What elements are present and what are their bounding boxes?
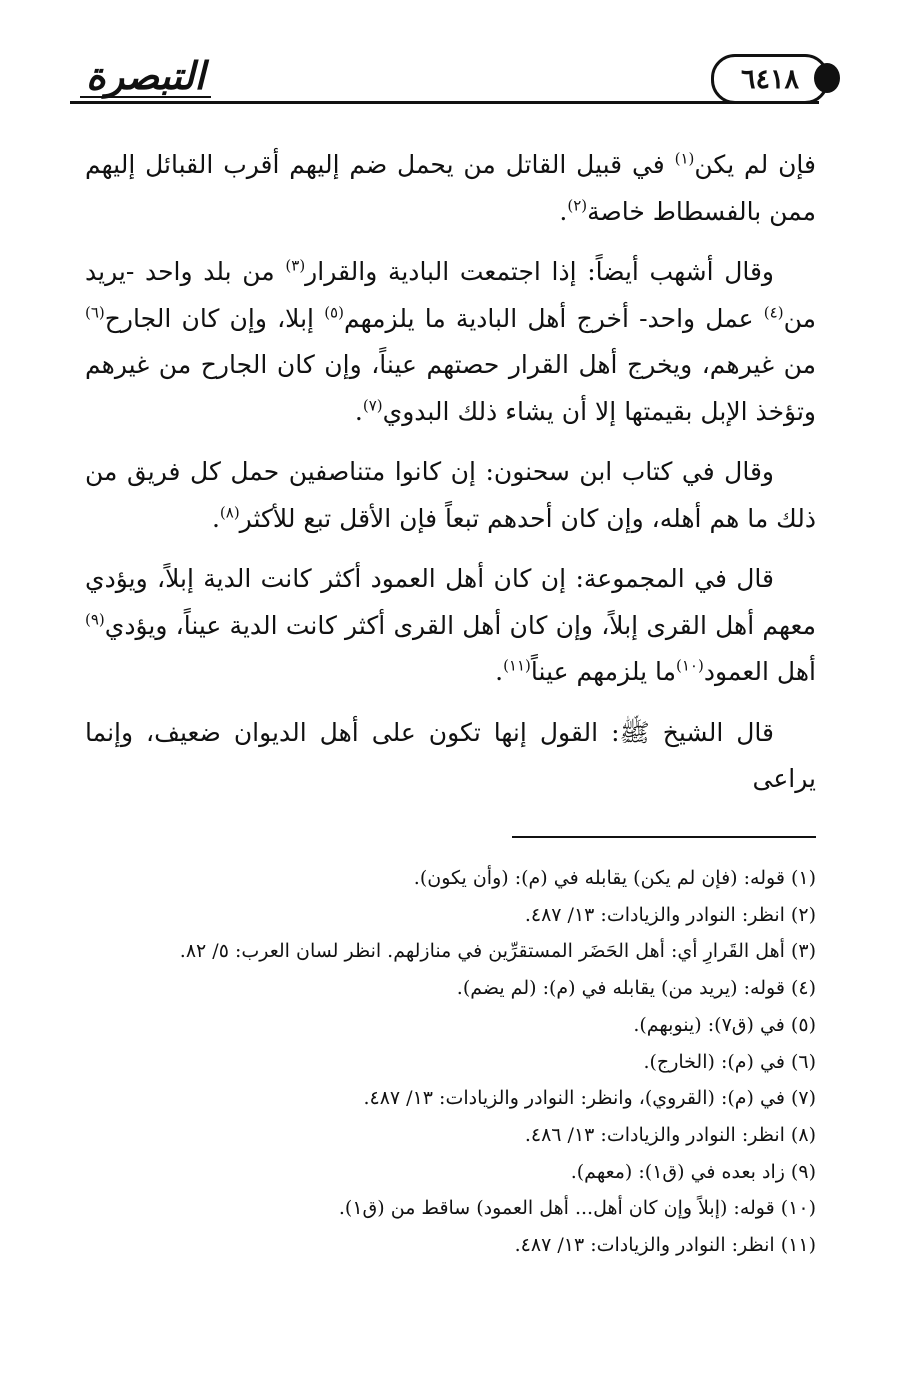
- footnote-ref-7[interactable]: (٧): [362, 396, 383, 415]
- footnote-7: (٧) في (م): (القروي)، وانظر: النوادر والزيادات: ١٣/ ٤٨٧.: [363, 1087, 816, 1110]
- footnote-ref-6[interactable]: (٦): [85, 303, 105, 322]
- main-text: [85, 142, 816, 817]
- paragraph-2: وقال أشهب أيضاً: إذا اجتمعت البادية والقرار$^{(٣)}$ من بلد واحد -يريد من$^{(٤)}$ عمل واحد- أخرج أهل البادية ما يلزمهم$^{(٥)}$ إبلا، وإن كان الجارح$^{(٦)}$ من غيرهم، ويخرج أهل القرار حصتهم عيناً، وإن كان الجارح من غيرهم وتؤخذ الإبل بقيمتها إلا أن يشاء ذلك البدوي$^{(٧)}$.: [85, 256, 816, 426]
- footnote-ref-1[interactable]: (١): [674, 149, 695, 168]
- footnote-ref-2[interactable]: (٢): [567, 196, 588, 215]
- paragraph-4: قال في المجموعة: إن كان أهل العمود أكثر كانت الدية إبلاً، ويؤدي معهم أهل القرى إبلاً، وإن كان أهل القرى أكثر كانت الدية عيناً، ويؤدي$^{(٩)}$ أهل العمود$^{(١٠)}$ما يلزمهم عيناً$^{(١١)}$.: [85, 564, 816, 686]
- paragraph-1: فإن لم يكن$^{(١)}$ في قبيل القاتل من يحمل ضم إليهم أقرب القبائل إليهم ممن بالفسطاط خاصة$^{(٢)}$.: [85, 149, 816, 226]
- footnote-ref-11[interactable]: (١١): [503, 656, 531, 675]
- footnote-1: (١) قوله: (فإن لم يكن) يقابله في (م): (وأن يكون).: [413, 867, 816, 889]
- paragraph-3: وقال في كتاب ابن سحنون: إن كانوا متناصفين حمل كل فريق من ذلك ما هم أهله، وإن كان أحدهم تبعاً فإن الأقل تبع للأكثر$^{(٨)}$.: [85, 457, 816, 533]
- paragraph-5: قال الشيخ ﷺ: القول إنها تكون على أهل الديوان ضعيف، وإنما يراعى: [85, 717, 816, 793]
- page-number-badge: [711, 54, 829, 104]
- footnote-ref-3[interactable]: (٣): [285, 256, 306, 275]
- footnote-ref-5[interactable]: (٥): [324, 303, 344, 322]
- footnote-6: (٦) في (م): (الخارج).: [643, 1050, 816, 1073]
- page-number: ٦٤١٨: [740, 63, 799, 95]
- footnote-2: (٢) انظر: النوادر والزيادات: ١٣/ ٤٨٧.: [524, 903, 816, 926]
- footnote-ref-4[interactable]: (٤): [763, 303, 784, 322]
- book-title: التبصرة: [80, 56, 211, 98]
- footnote-ref-10[interactable]: (١٠): [676, 656, 704, 675]
- footnote-10: (١٠) قوله: (إبلاً وإن كان أهل... أهل العمود) ساقط من (ق١).: [338, 1197, 816, 1220]
- footnote-separator: [512, 836, 816, 838]
- footnote-3: (٣) أهل القَرارِ أي: أهل الحَضَر المستقرِّين في منازلهم. انظر لسان العرب: ٥/ ٨٢.: [179, 940, 816, 963]
- header-rule: [70, 101, 819, 104]
- footnote-ref-8[interactable]: (٨): [219, 503, 240, 522]
- footnote-11: (١١) انظر: النوادر والزيادات: ١٣/ ٤٨٧.: [514, 1234, 816, 1257]
- footnotes: [85, 860, 816, 1264]
- page-header: [70, 52, 819, 112]
- footnote-5: (٥) في (ق٧): (ينوبهم).: [633, 1013, 816, 1036]
- footnote-8: (٨) انظر: النوادر والزيادات: ١٣/ ٤٨٦.: [524, 1123, 816, 1146]
- footnote-ref-9[interactable]: (٩): [85, 610, 105, 629]
- footnote-4: (٤) قوله: (يريد من) يقابله في (م): (لم يضم).: [456, 977, 816, 1000]
- footnote-9: (٩) زاد بعده في (ق١): (معهم).: [570, 1160, 816, 1183]
